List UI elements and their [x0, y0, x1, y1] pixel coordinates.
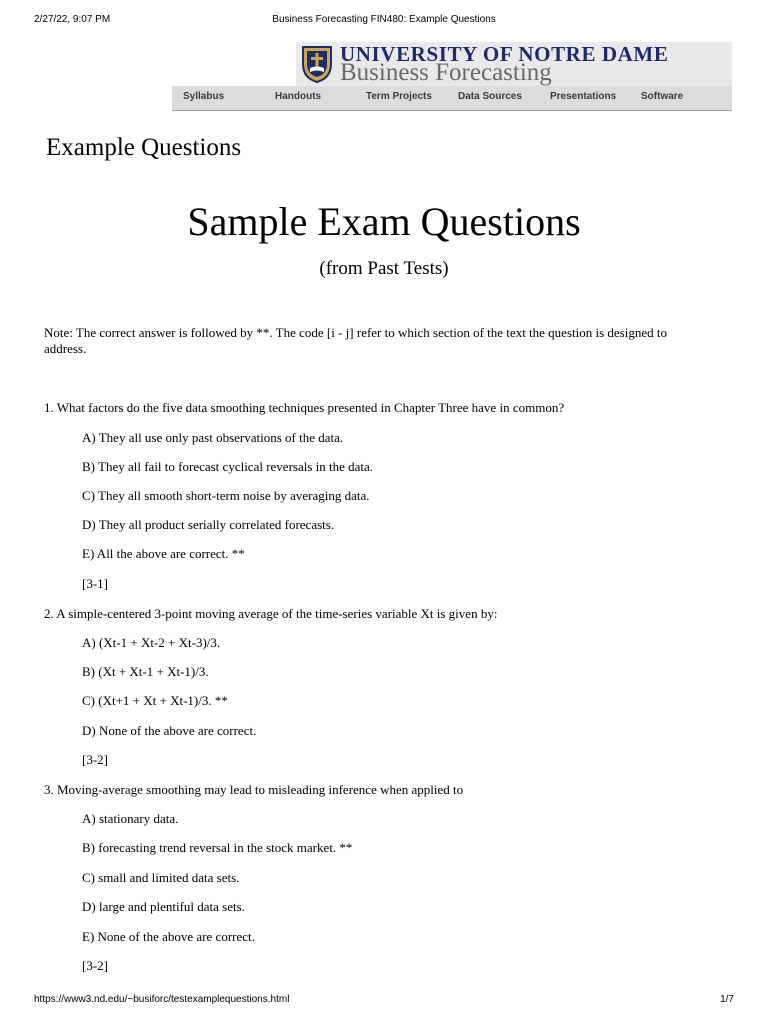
question-3-section-code: [3-2]: [82, 958, 108, 973]
nav-term-projects[interactable]: Term Projects: [366, 91, 432, 102]
question-1-option-e: E) All the above are correct. **: [82, 546, 245, 561]
answer-key-note: Note: The correct answer is followed by **. The code [i - j] refer to which section of the text the question is designed to address.: [44, 325, 667, 356]
section-title: Example Questions: [46, 134, 242, 161]
question-3-option-e: E) None of the above are correct.: [82, 929, 255, 944]
question-3-option-c: C) small and limited data sets.: [82, 870, 240, 885]
nav-data-sources[interactable]: Data Sources: [458, 91, 522, 102]
question-2-option-a: A) (Xt-1 + Xt-2 + Xt-3)/3.: [82, 635, 221, 650]
question-3-option-b: B) forecasting trend reversal in the stock market. **: [82, 840, 353, 855]
nav-syllabus[interactable]: Syllabus: [183, 91, 225, 102]
nav-handouts[interactable]: Handouts: [275, 91, 322, 102]
question-1-option-a: A) They all use only past observations of the data.: [82, 430, 344, 445]
print-page-title: Business Forecasting FIN480: Example Questions: [272, 14, 496, 25]
print-url: https://www3.nd.edu/~busiforc/testexamplequestions.html: [34, 994, 290, 1005]
course-name[interactable]: Business Forecasting: [340, 59, 552, 86]
print-footer: [0, 994, 768, 1008]
nav-software[interactable]: Software: [641, 91, 684, 102]
question-1-section-code: [3-1]: [82, 576, 108, 591]
question-2-option-b: B) (Xt + Xt-1 + Xt-1)/3.: [82, 664, 209, 679]
print-header: [0, 14, 768, 28]
main-title: Sample Exam Questions: [187, 199, 581, 244]
university-seal-icon[interactable]: [300, 44, 334, 84]
university-name[interactable]: UNIVERSITY OF NOTRE DAME: [340, 42, 669, 66]
print-datetime: 2/27/22, 9:07 PM: [34, 14, 111, 25]
question-2-option-c: C) (Xt+1 + Xt + Xt-1)/3. **: [82, 693, 228, 708]
question-3-option-d: D) large and plentiful data sets.: [82, 899, 245, 914]
nav-presentations[interactable]: Presentations: [550, 91, 617, 102]
question-2-section-code: [3-2]: [82, 752, 108, 767]
question-3-option-a: A) stationary data.: [82, 811, 179, 826]
question-1-option-b: B) They all fail to forecast cyclical reversals in the data.: [82, 459, 374, 474]
print-page-number: 1/7: [720, 994, 734, 1005]
question-3: 3. Moving-average smoothing may lead to misleading inference when applied to: [44, 782, 464, 797]
question-1-option-c: C) They all smooth short-term noise by averaging data.: [82, 488, 370, 503]
nav-bar: [172, 86, 732, 111]
subtitle: (from Past Tests): [319, 258, 449, 279]
question-2-option-d: D) None of the above are correct.: [82, 723, 257, 738]
question-1-option-d: D) They all product serially correlated forecasts.: [82, 517, 335, 532]
question-2: 2. A simple-centered 3-point moving average of the time-series variable Xt is given by:: [44, 606, 498, 621]
question-1: 1. What factors do the five data smoothing techniques presented in Chapter Three have in common?: [44, 400, 565, 415]
